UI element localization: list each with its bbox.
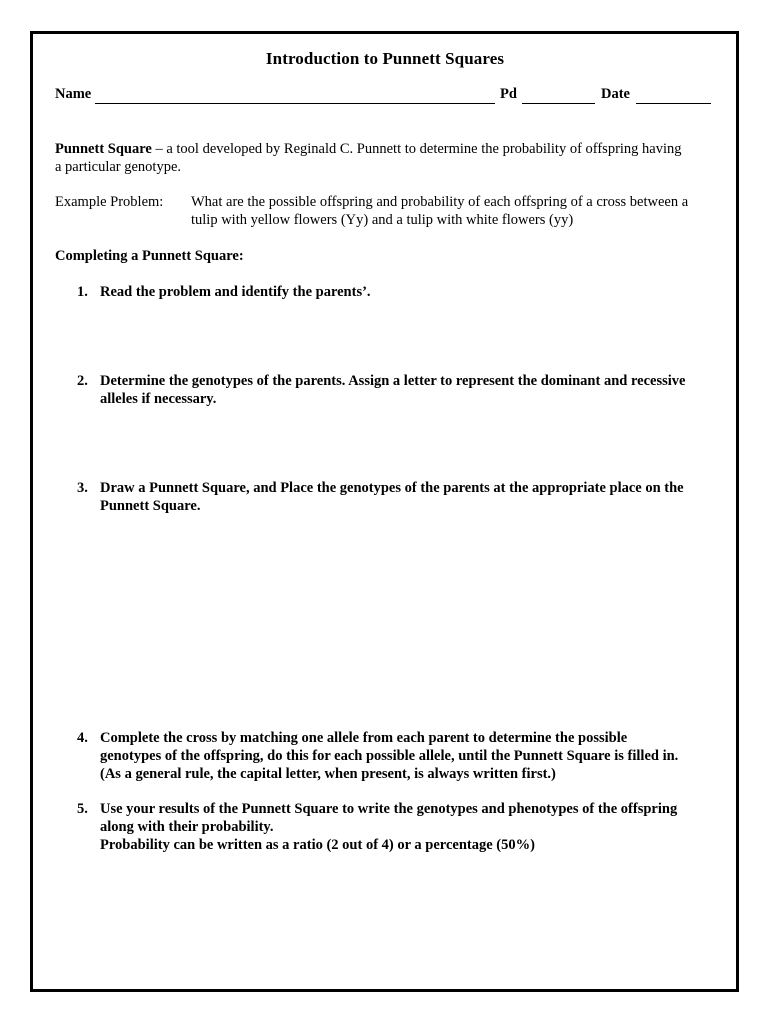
step-line: Probability can be written as a ratio (2 out of 4) or a percentage (50%) — [100, 837, 535, 853]
date-label: Date — [601, 86, 630, 102]
step-line: along with their probability. — [100, 819, 274, 835]
step-3 — [77, 479, 737, 519]
name-field[interactable] — [95, 103, 495, 104]
worksheet-title: Introduction to Punnett Squares — [265, 49, 505, 68]
step-line: genotypes of the offspring, do this for each possible allele, until the Punnett Square is filled in. — [100, 748, 679, 764]
example-line: tulip with yellow flowers (Yy) and a tulip with white flowers (yy) — [191, 212, 574, 228]
step-number: 5. — [77, 801, 88, 817]
definition-text-line2: a particular genotype. — [55, 159, 182, 175]
punnett-square-definition — [55, 140, 720, 176]
step-4 — [77, 729, 737, 787]
step-number: 2. — [77, 373, 88, 389]
step-number: 1. — [77, 284, 88, 300]
step-number: 4. — [77, 730, 88, 746]
step-text — [100, 283, 740, 301]
step-text — [100, 479, 740, 515]
example-problem-text — [191, 193, 721, 229]
step-1 — [77, 283, 737, 303]
date-field[interactable] — [636, 103, 711, 104]
step-line: Complete the cross by matching one allele from each parent to determine the possible — [100, 730, 628, 746]
step-5 — [77, 800, 737, 858]
step-line: Use your results of the Punnett Square to write the genotypes and phenotypes of the offspring — [100, 801, 678, 817]
step-text — [100, 729, 740, 783]
step-line: Draw a Punnett Square, and Place the genotypes of the parents at the appropriate place on the — [100, 480, 684, 496]
step-text — [100, 372, 740, 408]
definition-text-line1: – a tool developed by Reginald C. Punnett to determine the probability of offspring having — [151, 141, 682, 157]
step-line: Read the problem and identify the parents’. — [100, 284, 371, 300]
example-line: What are the possible offspring and probability of each offspring of a cross between a — [191, 194, 689, 210]
example-problem-label: Example Problem: — [55, 194, 164, 210]
definition-term: Punnett Square — [55, 141, 152, 157]
step-line: Punnett Square. — [100, 498, 201, 514]
student-info-row — [55, 86, 711, 106]
name-label: Name — [55, 86, 92, 102]
period-field[interactable] — [522, 103, 595, 104]
completing-heading: Completing a Punnett Square: — [55, 248, 244, 264]
step-2 — [77, 372, 737, 412]
period-label: Pd — [500, 86, 517, 102]
step-line: Determine the genotypes of the parents. Assign a letter to represent the dominant and recessive — [100, 373, 686, 389]
step-line: alleles if necessary. — [100, 391, 217, 407]
step-text — [100, 800, 740, 854]
step-line: (As a general rule, the capital letter, when present, is always written first.) — [100, 766, 556, 782]
step-number: 3. — [77, 480, 88, 496]
